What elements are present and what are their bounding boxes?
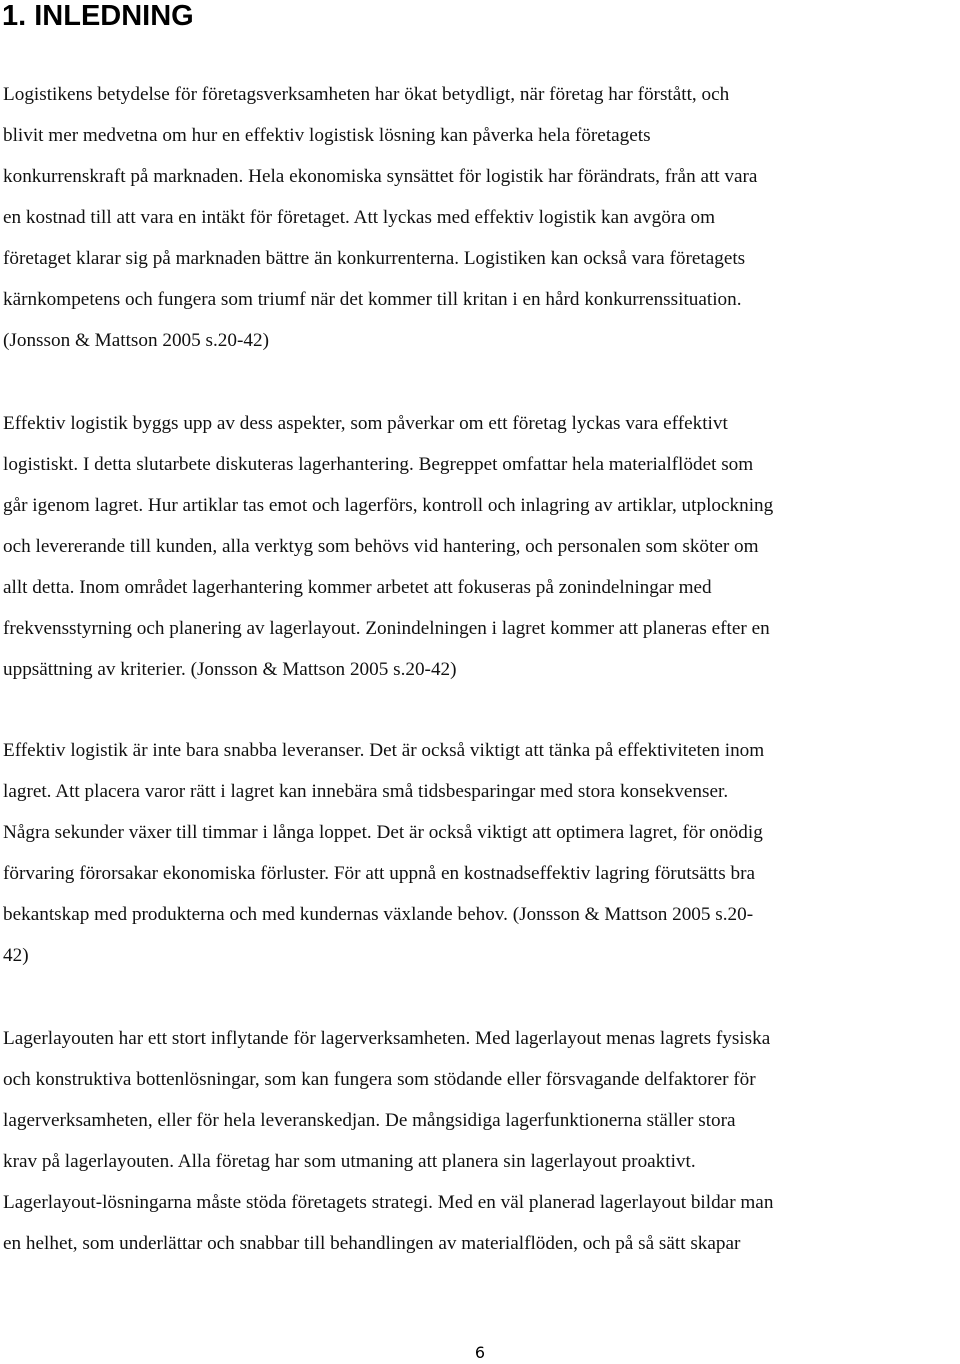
page-number: 6 xyxy=(474,1343,486,1362)
paragraph-line: går igenom lagret. Hur artiklar tas emot och lagerförs, kontroll och inlagring av artiklar, utplockning xyxy=(3,495,774,516)
paragraph-line: logistiskt. I detta slutarbete diskuteras lagerhantering. Begreppet omfattar hela materialflödet som xyxy=(3,454,754,475)
paragraph-line: (Jonsson & Mattson 2005 s.20-42) xyxy=(3,330,269,351)
paragraph-line: krav på lagerlayouten. Alla företag har som utmaning att planera sin lagerlayout proaktivt. xyxy=(3,1151,696,1172)
paragraph-line: kärnkompetens och fungera som triumf när det kommer till kritan i en hård konkurrenssituation. xyxy=(3,289,742,310)
paragraph-line: frekvensstyrning och planering av lagerlayout. Zonindelningen i lagret kommer att planeras efter en xyxy=(3,618,770,639)
paragraph-line: Effektiv logistik är inte bara snabba leveranser. Det är också viktigt att tänka på effektiviteten inom xyxy=(3,740,765,761)
paragraph-line: 42) xyxy=(3,945,29,966)
paragraph-line: företaget klarar sig på marknaden bättre än konkurrenterna. Logistiken kan också vara företagets xyxy=(3,248,746,269)
paragraph-line: lagerverksamheten, eller för hela leveranskedjan. De mångsidiga lagerfunktionerna ställer stora xyxy=(3,1110,736,1131)
paragraph-line: och konstruktiva bottenlösningar, som kan fungera som stödande eller försvagande delfaktorer för xyxy=(3,1069,756,1090)
paragraph-line: en kostnad till att vara en intäkt för företaget. Att lyckas med effektiv logistik kan avgöra om xyxy=(3,207,716,228)
paragraph-line: förvaring förorsakar ekonomiska förluster. För att uppnå en kostnadseffektiv lagring förutsätts bra xyxy=(3,863,756,884)
paragraph-line: lagret. Att placera varor rätt i lagret kan innebära små tidsbesparingar med stora konsekvenser. xyxy=(3,781,729,802)
paragraph-3 xyxy=(3,730,958,976)
paragraph-line: blivit mer medvetna om hur en effektiv logistisk lösning kan påverka hela företagets xyxy=(3,125,651,146)
paragraph-line: Lagerlayouten har ett stort inflytande för lagerverksamheten. Med lagerlayout menas lagrets fysiska xyxy=(3,1028,771,1049)
paragraph-line: bekantskap med produkterna och med kundernas växlande behov. (Jonsson & Mattson 2005 s.20- xyxy=(3,904,754,925)
paragraph-line: konkurrenskraft på marknaden. Hela ekonomiska synsättet för logistik har förändrats, från att vara xyxy=(3,166,758,187)
paragraph-4 xyxy=(3,1018,958,1264)
paragraph-line: Några sekunder växer till timmar i långa loppet. Det är också viktigt att optimera lagret, för onödig xyxy=(3,822,763,843)
paragraph-2 xyxy=(3,403,958,690)
paragraph-line: allt detta. Inom området lagerhantering kommer arbetet att fokuseras på zonindelningar med xyxy=(3,577,712,598)
section-heading: 1. INLEDNING xyxy=(2,0,194,32)
paragraph-line: en helhet, som underlättar och snabbar till behandlingen av materialflöden, och på så sätt skapar xyxy=(3,1233,741,1254)
paragraph-1 xyxy=(3,74,958,361)
paragraph-line: Effektiv logistik byggs upp av dess aspekter, som påverkar om ett företag lyckas vara effektivt xyxy=(3,413,728,434)
paragraph-line: Logistikens betydelse för företagsverksamheten har ökat betydligt, när företag har förstått, och xyxy=(3,84,730,105)
paragraph-line: uppsättning av kriterier. (Jonsson & Mattson 2005 s.20-42) xyxy=(3,659,457,680)
paragraph-line: Lagerlayout-lösningarna måste stöda företagets strategi. Med en väl planerad lagerlayout bildar man xyxy=(3,1192,774,1213)
paragraph-line: och levererande till kunden, alla verktyg som behövs vid hantering, och personalen som sköter om xyxy=(3,536,759,557)
